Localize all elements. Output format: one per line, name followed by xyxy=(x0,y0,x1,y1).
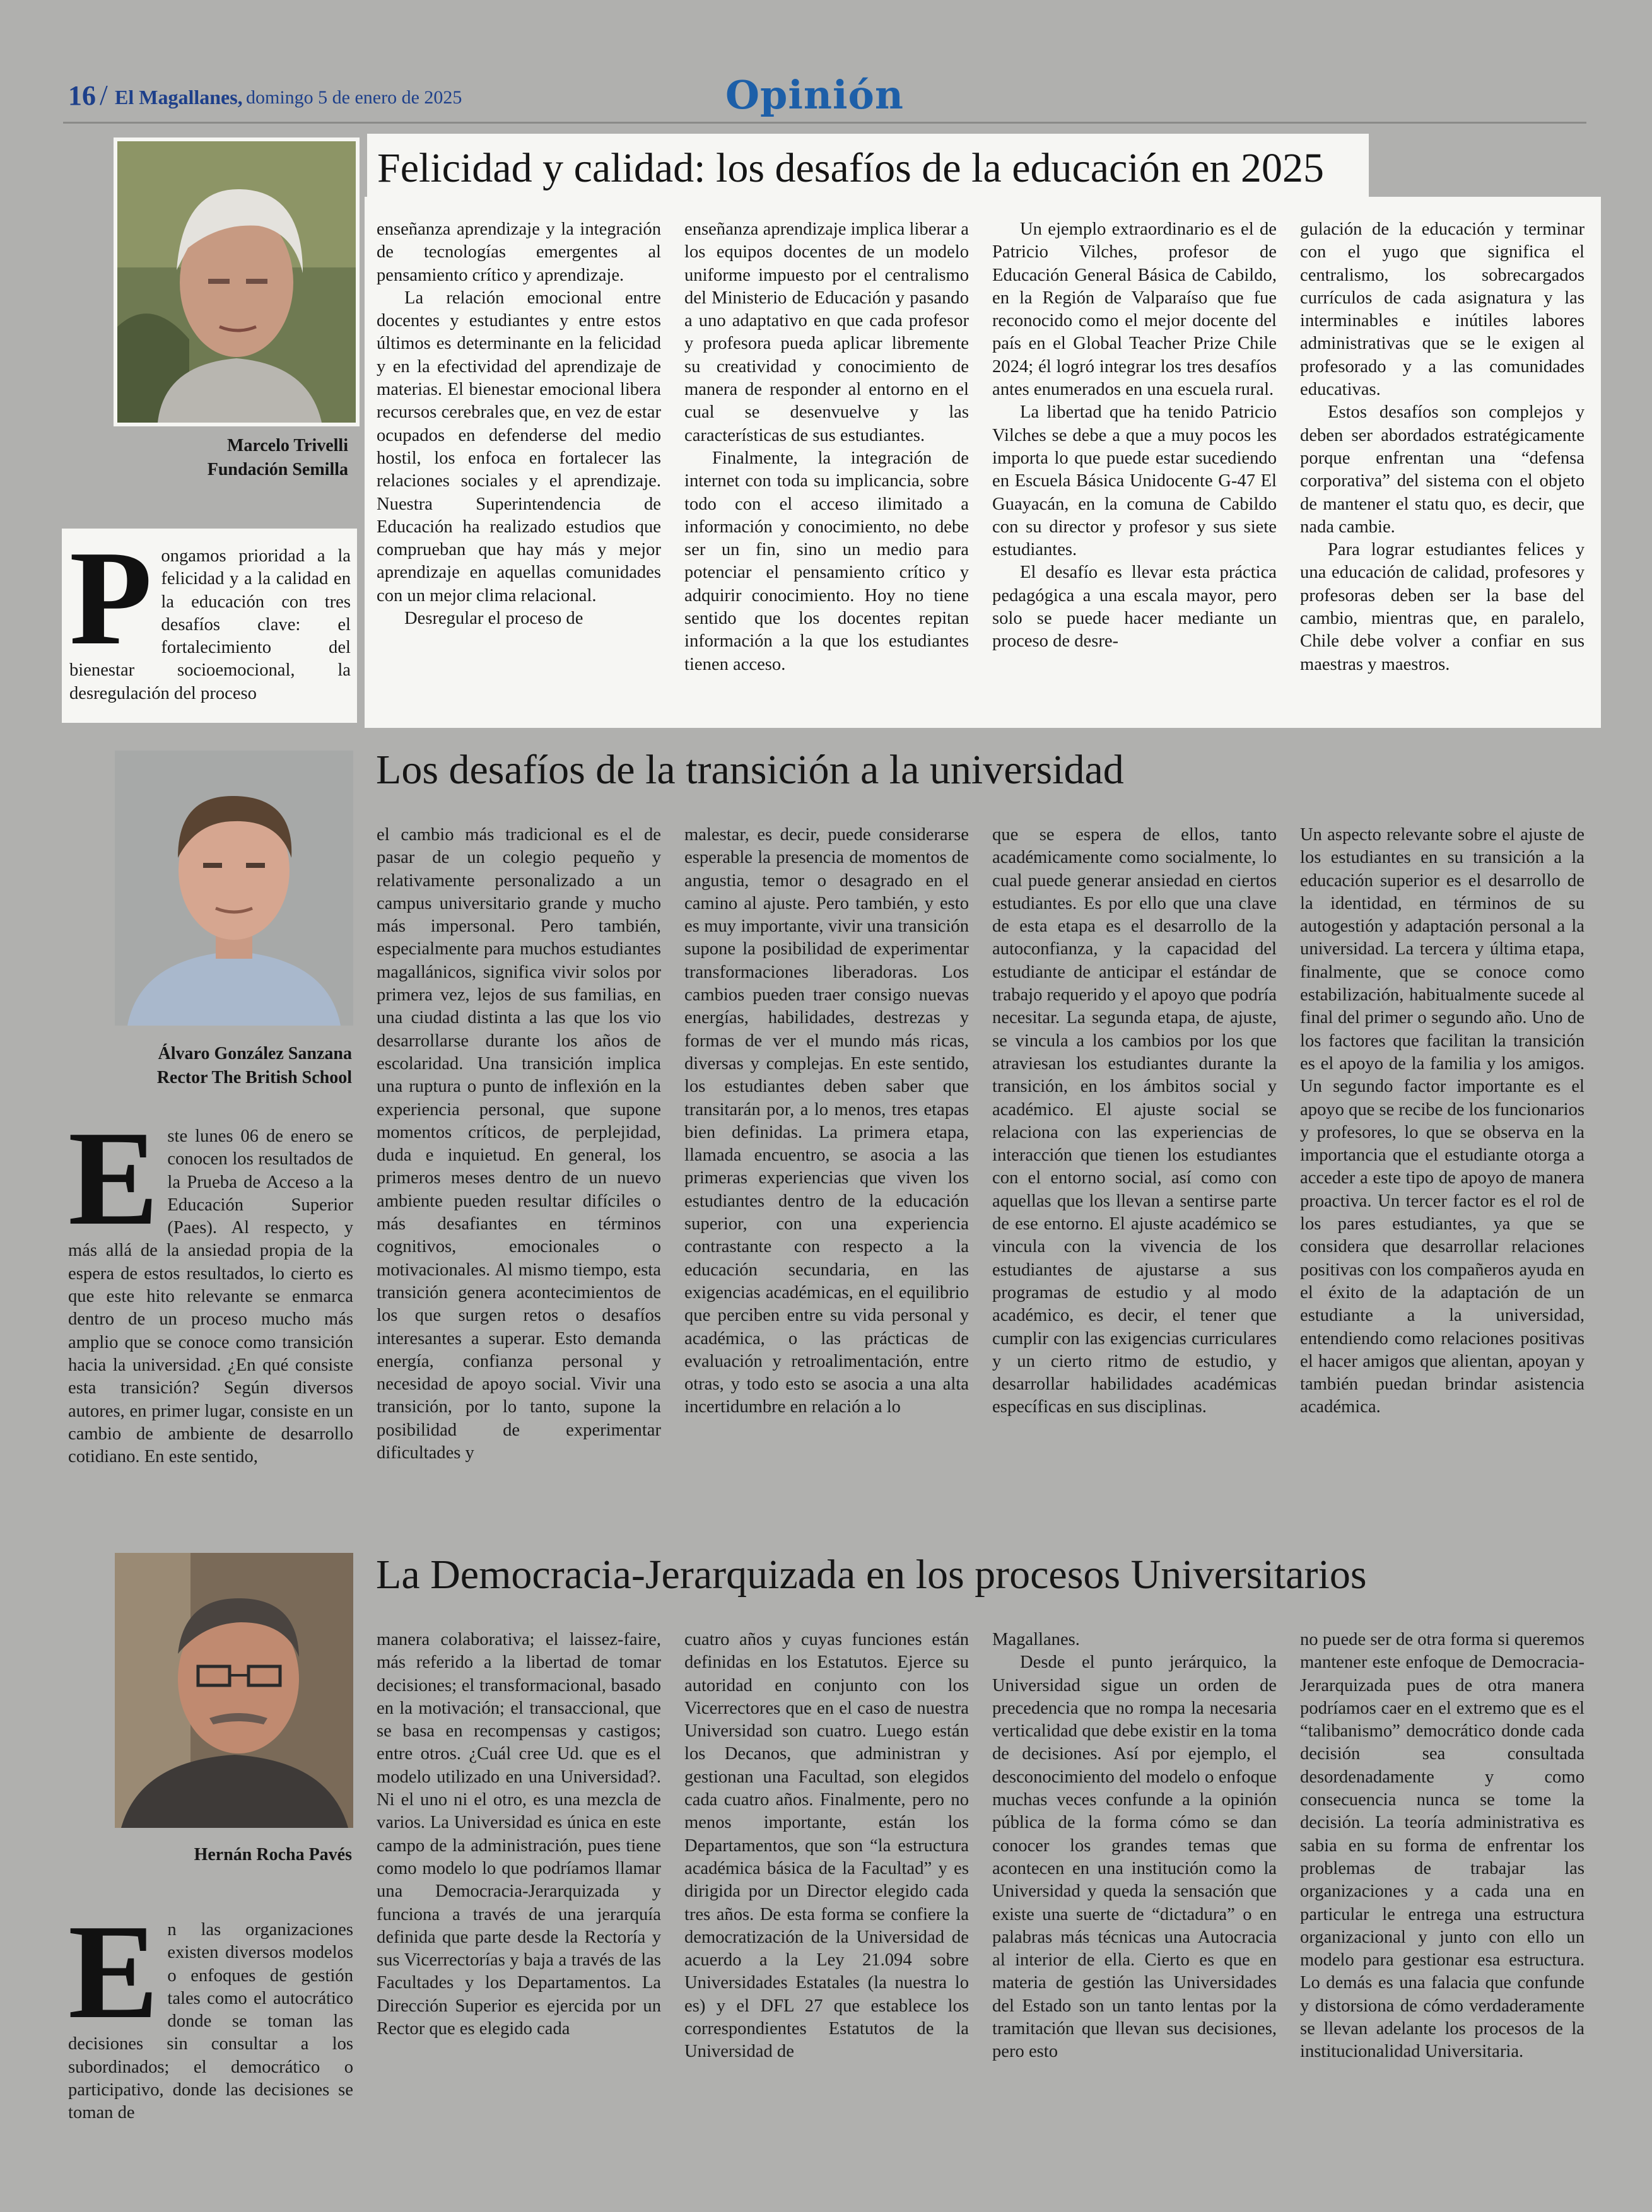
section-title: Opinión xyxy=(725,72,904,118)
article-1-lead xyxy=(62,522,357,705)
author-photo-hernan-rocha xyxy=(115,1553,353,1828)
paragraph: Desregular el proceso de xyxy=(404,609,583,629)
drop-cap: E xyxy=(68,1103,159,1253)
paragraph: Un ejemplo extraordinario es el de Patricio Vilches, profesor de Educación General Básica de Cabildo, en la Región de Valparaíso que fue reconocido como el mejor docente del país en el Global Teacher Prize Chile 2024; él logró integrar los tres desafíos antes enumerados en una escuela rural. xyxy=(992,219,1277,400)
paragraph: Desde el punto jerárquico, la Universidad sigue un orden de precedencia que no rompa la necesaria verticalidad que debe existir en la toma de decisiones. Así por ejemplo, el desconocimiento del modelo o enfoque muchas veces confunde a la opinión pública de la forma cómo se dan conocer los grandes temas que acontecen en una institución como la Universidad y queda la sensación que existe una suerte de “dictadura” o en palabras más técnicas una Autocracia al interior de ella. Cierto es que en materia de gestión las Universidades del Estado son un tanto lentas por la tramitación que llevan sus decisiones, pero esto xyxy=(992,1653,1277,2062)
article-3-column-4 xyxy=(1300,1629,1585,2139)
lead-text: n las organizaciones existen diversos modelos o enfoques de gestión tales como el autocrático donde se toman las decisiones sin consultar a los subordinados; el democrático o participativo, donde las decisiones se toman de xyxy=(68,1920,353,2123)
header-rule xyxy=(63,122,1586,124)
article-1-column-3 xyxy=(992,218,1277,705)
article-2-column-3 xyxy=(992,824,1277,1505)
paragraph: El desafío es llevar esta práctica pedagógica a una escala mayor, pero solo se puede hacer mediante un proceso de desre- xyxy=(992,563,1277,652)
author-photo-marcelo-trivelli xyxy=(114,138,360,426)
article-2-headline: Los desafíos de la transición a la universidad xyxy=(376,747,1124,793)
paragraph: enseñanza aprendizaje y la integración de tecnologías emergentes al pensamiento crítico y aprendizaje. xyxy=(377,219,661,285)
article-3-headline: La Democracia-Jerarquizada en los procesos Universitarios xyxy=(376,1552,1367,1598)
paragraph: manera colaborativa; el laissez-faire, más referido a la libertad de tomar decisiones; el transformacional, basado en la motivación; el transaccional, que se basa en recompensas y castigos; entre otros. ¿Cuál cree Ud. que es el modelo utilizado en una Universidad?. Ni el uno ni el otro, es una mezcla de varios. La Universidad es única en este campo de la administración, pues tiene como modelo lo que podríamos llamar una Democracia-Jerarquizada y funciona a través de una jerarquía definida que parte desde la Rectoría y sus Vicerrectorías y baja a través de las Facultades y los Departamentos. La Dirección Superior es ejercida por un Rector que es elegido cada xyxy=(377,1630,661,2039)
paragraph: no puede ser de otra forma si queremos mantener este enfoque de Democracia-Jerarquizada pues de otra manera podríamos caer en el extremo que es el “talibanismo” democrático donde cada decisión sea consultada desordenadamente y como consecuencia nunca se tome la decisión. La teoría administrativa es sabia en su forma de enfrentar los problemas de trabajar las organizaciones y a cada una en particular le entrega una estructura organizacional y junto con ello un modelo para gestionar esa estructura. Lo demás es una falacia que confunde y distorsiona de cómo verdaderamente se llevan adelante los procesos de la institucionalidad Universitaria. xyxy=(1300,1630,1585,2062)
article-1-headline: Felicidad y calidad: los desafíos de la educación en 2025 xyxy=(377,145,1325,191)
paragraph: La libertad que ha tenido Patricio Vilches se debe a que a muy pocos les importa lo que puede estar sucediendo en Escuela Básica Unidocente G-47 El Guayacán, en la comuna de Cabildo con su director y profesor y sus siete estudiantes. xyxy=(992,402,1277,560)
article-1-headline-box xyxy=(367,134,1369,197)
header-separator: / xyxy=(100,79,108,111)
paragraph: malestar, es decir, puede considerarse esperable la presencia de momentos de angustia, temor o desagrado en el camino al ajuste. Pero también, y esto es muy importante, vivir una transición supone la posibilidad de experimentar transformaciones liberadoras. Los cambios pueden traer consigo nuevas energías, habilidades, destrezas y formas de ver el mundo más ricas, diversas y complejas. En este sentido, los estudiantes deben saber que transitarán por, a lo menos, tres etapas bien definidas. La primera etapa, llamada encuentro, se asocia a las primeras experiencias que viven los estudiantes dentro de la educación superior, con una experiencia contrastante con respecto a la educación secundaria, en las exigencias académicas, en el equilibrio que perciben entre su vida personal y académica, o las prácticas de evaluación y retroalimentación, entre otras, y todo esto se asocia a una alta incertidumbre en relación a lo xyxy=(684,825,969,1417)
paragraph: cuatro años y cuyas funciones están definidas en los Estatutos. Ejerce su autoridad en conjunto con los Vicerrectores que en el caso de nuestra Universidad son cuatro. Luego están los Decanos, que administran y gestionan una Facultad, son elegidos cada cuatro años. Finalmente, pero no menos importante, están los Departamentos, que son “la estructura académica básica de la Facultad” y es dirigida por un Director elegido cada tres años. De esta forma se confiere la democratización de la Universidad de acuerdo a la Ley 21.094 sobre Universidades Estatales (la nuestra lo es) y el DFL 27 que establece los correspondientes Estatutos de la Universidad de xyxy=(684,1630,969,2062)
paragraph: el cambio más tradicional es el de pasar de un colegio pequeño y relativamente personalizado a un campus universitario grande y mucho más impersonal. Pero también, especialmente para muchos estudiantes magallánicos, significa vivir solos por primera vez, lejos de sus familias, en una ciudad distinta a las que los vio desarrollarse durante los años de escolaridad. Una transición implica una ruptura o punto de inflexión en la experiencia personal, que supone momentos críticos, de perplejidad, duda e inquietud. En general, los primeros meses dentro de un nuevo ambiente pueden resultar difíciles o más desafiantes en términos cognitivos, emocionales o motivacionales. Al mismo tiempo, esta transición genera acontecimientos de los que surgen retos o desafíos interesantes a superar. Esto demanda energía, confianza personal y necesidad de apoyo social. Vivir una transición, por lo tanto, supone la posibilidad de experimentar dificultades y xyxy=(377,825,661,1463)
author-photo-alvaro-gonzalez xyxy=(115,751,353,1026)
article-3-column-1 xyxy=(377,1629,661,2139)
author-name: Álvaro González Sanzana xyxy=(158,1044,352,1063)
paragraph: Magallanes. xyxy=(992,1630,1080,1649)
paragraph: Finalmente, la integración de internet con toda su implicancia, sobre todo con el acceso ilimitado a información y conocimiento, no debe ser un fin, sino un medio para potenciar el pensamiento crítico y adquirir conocimiento. Hoy no tiene sentido que los docentes repitan información a la que los estudiantes tienen acceso. xyxy=(684,448,969,674)
paragraph: Un aspecto relevante sobre el ajuste de los estudiantes en su transición a la educación superior es el desarrollo de la identidad, en términos de su autogestión y adaptación personal a la universidad. La tercera y última etapa, finalmente, que se conoce como estabilización, habitualmente sucede al final del primer o segundo año. Uno de los factores que facilitan la transición es el apoyo de la familia y los amigos. Un segundo factor importante es el apoyo que se recibe de los funcionarios y profesores, lo que se observa en la importancia que el estudiante otorga a acceder a este tipo de apoyo de manera proactiva. Un tercer factor es el rol de los pares estudiantes, ya que se considera que desarrollar relaciones positivas con los compañeros ayuda en el éxito de la adaptación de un estudiante a la universidad, entendiendo como relaciones positivas el hacer amigos que alientan, apoyan y también puedan brindar asistencia académica. xyxy=(1300,825,1585,1417)
author-name: Marcelo Trivelli xyxy=(226,436,348,455)
article-3-lead xyxy=(68,1896,353,2125)
author-organization: Fundación Semilla xyxy=(207,460,348,479)
lead-text: ste lunes 06 de enero se conocen los resultados de la Prueba de Acceso a la Educación Superior (Paes). Al respecto, y más allá de la ansiedad propia de la espera de estos resultados, lo cierto es que este hito relevante se enmarca dentro de un proceso mucho más amplio que se conoce como transición hacia la universidad. ¿En qué consiste esta transición? Según diversos autores, en primer lugar, consiste en un cambio de ambiente de desarrollo cotidiano. En este sentido, xyxy=(68,1126,353,1467)
paragraph: gulación de la educación y terminar con el yugo que significa el centralismo, los sobrecargados currículos de cada asignatura y las interminables e inútiles labores administrativas que se le exigen al profesorado y a las comunidades educativas. xyxy=(1300,219,1585,400)
article-2-column-2 xyxy=(684,824,969,1505)
author-byline-2 xyxy=(82,1042,352,1090)
issue-date: domingo 5 de enero de 2025 xyxy=(246,87,462,108)
paragraph: La relación emocional entre docentes y estudiantes y entre estos últimos es determinante en la felicidad y en la efectividad del aprendizaje de materias. El bienestar emocional libera recursos cerebrales que, en vez de estar ocupados en defenderse del medio hostil, los enfoca en fortalecer las relaciones sociales y el aprendizaje. Nuestra Superintendencia de Educación ha realizado estudios que comprueban que hay más y mejor aprendizaje en aquellas comunidades con un mejor clima relacional. xyxy=(377,288,661,606)
article-3-column-3 xyxy=(992,1629,1277,2139)
paragraph: Estos desafíos son complejos y deben ser abordados estratégicamente porque enfrentan una “defensa corporativa” del sistema con el objeto de mantener el statu quo, es decir, que nada cambie. xyxy=(1300,402,1585,537)
article-1-column-2 xyxy=(684,218,969,705)
author-organization: Rector The British School xyxy=(156,1068,352,1087)
lead-text: ongamos prioridad a la felicidad y a la calidad en la educación con tres desafíos clave: el fortalecimiento del bienestar socioemocional, la desregulación del proceso xyxy=(69,546,351,703)
article-3-column-2 xyxy=(684,1629,969,2139)
article-1-lead-box xyxy=(62,522,357,723)
article-1-column-4 xyxy=(1300,218,1585,705)
author-byline-1 xyxy=(158,434,348,482)
article-2-lead xyxy=(68,1103,353,1468)
paragraph: que se espera de ellos, tanto académicamente como socialmente, lo cual puede generar ansiedad en ciertos estudiantes. Es por ello que una clave de esta etapa es el desarrollo de la autoconfianza, y la capacidad del estudiante de anticipar el estándar de trabajo requerido y el apoyo que podría necesitar. La segunda etapa, de ajuste, se vincula a los cambios por los que atraviesan los estudiantes durante la transición, en los ámbitos social y académico. El ajuste social se relaciona con las experiencias de interacción que tienen los estudiantes con el entorno social, así como con aquellas que los llevan a sentirse parte de ese entorno. El ajuste académico se vincula con la vivencia de los estudiantes de ajustarse a sus programas de estudio y al modo académico, es decir, el tener que cumplir con las exigencias curriculares y un cierto ritmo de estudio, y desarrollar habilidades académicas específicas en sus disciplinas. xyxy=(992,825,1277,1417)
author-byline-3 xyxy=(82,1843,352,1867)
paragraph: enseñanza aprendizaje implica liberar a los equipos docentes de un modelo uniforme impuesto por el centralismo del Ministerio de Educación y pasando a uno adaptativo en que cada profesor y profesora pueda aplicar libremente su creatividad y conocimiento de manera de responder al entorno en el cual se desenvuelve y las características de sus estudiantes. xyxy=(684,219,969,445)
page-number: 16 xyxy=(68,80,96,111)
article-2-column-1 xyxy=(377,824,661,1505)
paragraph: Para lograr estudiantes felices y una educación de calidad, profesores y profesoras deben ser la base del cambio, mientras que, en paralelo, Chile debe volver a confiar en sus maestras y maestros. xyxy=(1300,540,1585,674)
newspaper-name: El Magallanes, xyxy=(115,86,243,108)
author-name: Hernán Rocha Pavés xyxy=(194,1845,352,1864)
article-2-column-4 xyxy=(1300,824,1585,1505)
article-1-column-1 xyxy=(377,218,661,705)
drop-cap: P xyxy=(69,522,153,673)
drop-cap: E xyxy=(68,1896,159,2047)
